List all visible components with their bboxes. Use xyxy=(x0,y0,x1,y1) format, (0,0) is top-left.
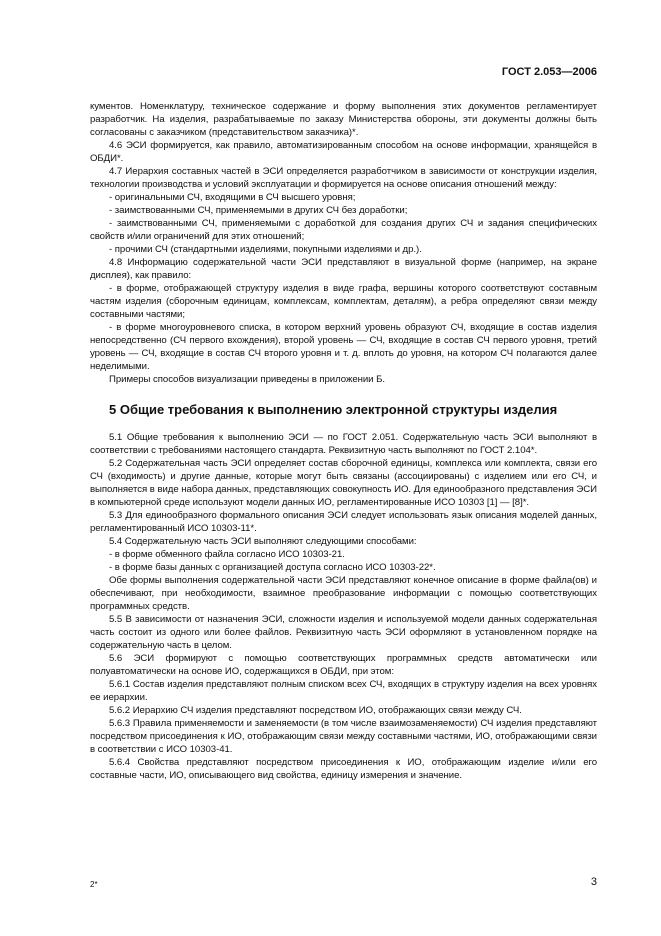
list-item: - в форме, отображающей структуру изделия в виде графа, вершины которого соответствуют составным частям изделия (сборочным единицам, комплексам, комплектам, деталям), а ребра определяют связи между составными частями; xyxy=(90,283,597,320)
paragraph: 5.2 Содержательная часть ЭСИ определяет состав сборочной единицы, комплекса или комплекта, связи его СЧ (входимость) и другие данные, которые могут быть связаны (ассоциированы) с изделием или его СЧ, и выполняется в виде набора данных, представляющих совокупность ИО. Для единообразного представления ЭСИ в компьютерной среде используют модели данных ИО, регламентированные ИСО 10303 [1] — [8]*. xyxy=(90,458,597,508)
paragraph: кументов. Номенклатуру, техническое содержание и форму выполнения этих документов регламентирует разработчик. На изделия, разрабатываемые по заказу Министерства обороны, эти документы должны быть согласованы с заказчиком (представительством заказчика)*. xyxy=(90,101,597,138)
list-item: - в форме многоуровневого списка, в котором верхний уровень образуют СЧ, входящие в состав изделия непосредственно (СЧ первого вхождения), второй уровень — СЧ, входящие в состав СЧ первого уровня, третий уровень — СЧ, входящие в состав СЧ второго уровня и т. д. вплоть до уровня, на котором СЧ полагаются далее неделимыми. xyxy=(90,322,597,372)
paragraph: Примеры способов визуализации приведены в приложении Б. xyxy=(109,374,385,385)
list-item: - в форме обменного файла согласно ИСО 10303-21. xyxy=(109,549,345,560)
paragraph: 4.7 Иерархия составных частей в ЭСИ определяется разработчиком в зависимости от конструкции изделия, технологии производства и условий эксплуатации и формируется на основе описания отношений между: xyxy=(90,166,597,190)
paragraph: 4.6 ЭСИ формируется, как правило, автоматизированным способом на основе информации, хранящейся в ОБДИ*. xyxy=(90,140,597,164)
paragraph: 5.6.2 Иерархию СЧ изделия представляют посредством ИО, отображающих связи между СЧ. xyxy=(109,705,522,716)
list-item: - заимствованными СЧ, применяемыми с доработкой для создания других СЧ и задания специфических свойств и/или ограничений для этих отношений; xyxy=(90,218,597,242)
paragraph: 4.8 Информацию содержательной части ЭСИ представляют в визуальной форме (например, на экране дисплея), как правило: xyxy=(90,257,597,281)
document-body xyxy=(90,100,597,782)
paragraph: 5.5 В зависимости от назначения ЭСИ, сложности изделия и используемой модели данных содержательная часть состоит из одного или более файлов. Реквизитную часть ЭСИ оформляют в установленном порядке на содержательную часть в целом. xyxy=(90,614,597,651)
sheet-mark: 2* xyxy=(90,880,98,889)
page-number: 3 xyxy=(590,876,597,888)
paragraph: 5.6.3 Правила применяемости и заменяемости (в том числе взаимозаменяемости) СЧ изделия представляют посредством присоединения к ИО, отображающим связи между составными частями, ИО, отображающими связи в соответствии с ИСО 10303-41. xyxy=(90,718,597,755)
paragraph: 5.6.1 Состав изделия представляют полным списком всех СЧ, входящих в структуру изделия на всех уровнях ее иерархии. xyxy=(90,679,597,703)
paragraph: 5.1 Общие требования к выполнению ЭСИ — по ГОСТ 2.051. Содержательную часть ЭСИ выполняют в соответствии с требованиями настоящего стандарта. Реквизитную часть выполняют по ГОСТ 2.104*. xyxy=(90,432,597,456)
paragraph: 5.4 Содержательную часть ЭСИ выполняют следующими способами: xyxy=(109,536,417,547)
paragraph: 5.6.4 Свойства представляют посредством присоединения к ИО, отображающим изделие и/или его составные части, ИО, описывающего вид свойства, единицу измерения и значение. xyxy=(90,757,597,781)
document-header: ГОСТ 2.053—2006 xyxy=(501,66,597,78)
list-item: - заимствованными СЧ, применяемыми в других СЧ без доработки; xyxy=(109,205,408,216)
section-heading: 5 Общие требования к выполнению электронной структуры изделия xyxy=(109,402,558,417)
list-item: - прочими СЧ (стандартными изделиями, покупными изделиями и др.). xyxy=(109,244,422,255)
paragraph: Обе формы выполнения содержательной части ЭСИ представляют конечное описание в форме файла(ов) и обеспечивают, при необходимости, взаимное преобразование информации с помощью соответствующих программных средств. xyxy=(90,575,597,612)
list-item: - в форме базы данных с организацией доступа согласно ИСО 10303-22*. xyxy=(109,562,436,573)
paragraph: 5.6 ЭСИ формируют с помощью соответствующих программных средств автоматически или полуавтоматически на основе ИО, содержащихся в ОБДИ, при этом: xyxy=(90,653,597,677)
paragraph: 5.3 Для единообразного формального описания ЭСИ следует использовать язык описания моделей данных, регламентированный ИСО 10303-11*. xyxy=(90,510,597,534)
list-item: - оригинальными СЧ, входящими в СЧ высшего уровня; xyxy=(109,192,356,203)
